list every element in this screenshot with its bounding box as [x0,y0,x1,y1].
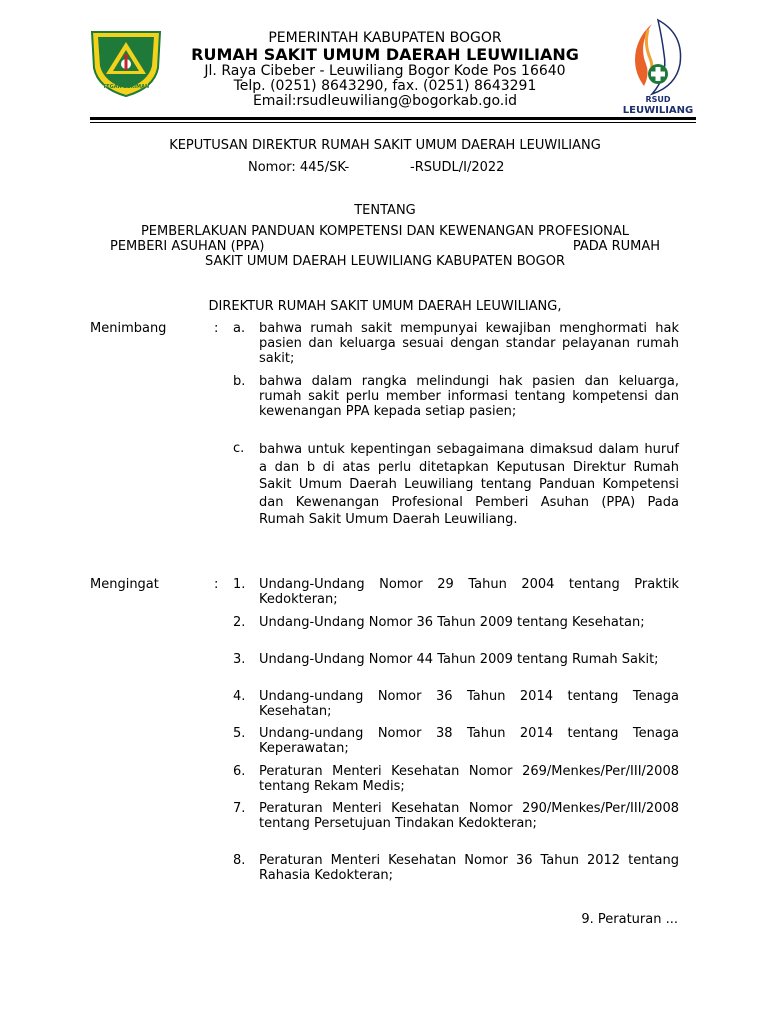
item-text: bahwa untuk kepentingan sebagaimana dimaksud dalam huruf a dan b di atas perlu ditetapkan Keputusan Direktur Rumah Sakit Umum Daerah Leuwiliang tentang Panduan Kompetensi dan Kewenangan Profesional Pemberi Asuhan (PPA) Pada Rumah Sakit Umum Daerah Leuwiliang. [259,442,679,527]
letterhead-rule-thick [90,117,696,120]
item-marker: 5. [233,726,246,741]
letterhead [170,30,600,109]
subject-line-3: SAKIT UMUM DAERAH LEUWILIANG KABUPATEN BOGOR [205,254,565,269]
item-marker: 3. [233,652,246,667]
item-text: Undang-Undang Nomor 36 Tahun 2009 tentang Kesehatan; [259,615,645,630]
item-marker: a. [233,321,246,336]
decision-number-suffix: -RSUDL/I/2022 [410,160,505,175]
subject-line-1: PEMBERLAKUAN PANDUAN KOMPETENSI DAN KEWENANGAN PROFESIONAL [140,224,630,239]
item-text: bahwa dalam rangka melindungi hak pasien dan keluarga, rumah sakit perlu member informasi tentang kompetensi dan kewenangan PPA kepada setiap pasien; [259,374,679,419]
menimbang-label: Menimbang [90,321,167,336]
government-name: PEMERINTAH KABUPATEN BOGOR [268,30,502,46]
item-text: Peraturan Menteri Kesehatan Nomor 269/Menkes/Per/III/2008 tentang Rekam Medis; [259,764,679,794]
item-marker: 6. [233,764,246,779]
logo-text-rsud: RSUD [645,95,671,104]
item-marker: b. [233,374,246,389]
item-text: Undang-undang Nomor 38 Tahun 2014 tentang Tenaga Keperawatan; [259,726,679,756]
decision-title: KEPUTUSAN DIREKTUR RUMAH SAKIT UMUM DAERAH LEUWILIANG [169,138,601,153]
hospital-phone: Telp. (0251) 8643290, fax. (0251) 8643291 [233,78,537,94]
subject-line-2b: PADA RUMAH [572,239,660,254]
decision-subject [100,224,670,269]
hospital-address: Jl. Raya Cibeber - Leuwiliang Bogor Kode Pos 16640 [204,63,566,79]
item-marker: 2. [233,615,246,630]
mengingat-colon: : [214,577,219,592]
item-text: Peraturan Menteri Kesehatan Nomor 36 Tahun 2012 tentang Rahasia Kedokteran; [259,853,679,883]
hospital-name: RUMAH SAKIT UMUM DAERAH LEUWILIANG [191,45,579,64]
tentang-heading: TENTANG [354,203,416,218]
item-marker: 1. [233,577,246,592]
item-marker: 4. [233,689,246,704]
subject-line-2a: PEMBERI ASUHAN (PPA) [110,239,265,254]
mengingat-label: Mengingat [90,577,159,592]
item-marker: 8. [233,853,246,868]
crest-motto: TEGAR BERIMAN [102,84,150,90]
director-heading: DIREKTUR RUMAH SAKIT UMUM DAERAH LEUWILIANG, [208,299,562,314]
item-text: Undang-Undang Nomor 29 Tahun 2004 tentang Praktik Kedokteran; [259,577,679,607]
item-text: Undang-undang Nomor 36 Tahun 2014 tentang Tenaga Kesehatan; [259,689,679,719]
item-marker: c. [233,441,245,456]
item-text: bahwa rumah sakit mempunyai kewajiban menghormati hak pasien dan keluarga sesuai dengan standar pelayanan rumah sakit; [259,321,679,366]
rsud-leuwiliang-logo-icon [618,14,698,118]
decision-number-prefix: Nomor: 445/SK- [248,160,350,175]
menimbang-colon: : [214,321,219,336]
logo-text-leuwiliang: LEUWILIANG [622,105,694,116]
letterhead-rule-thin [90,122,696,123]
item-text: Peraturan Menteri Kesehatan Nomor 290/Menkes/Per/III/2008 tentang Persetujuan Tindakan Kedokteran; [259,801,679,831]
page-continuation: 9. Peraturan ... [581,912,678,927]
item-marker: 7. [233,801,246,816]
hospital-email: Email:rsudleuwiliang@bogorkab.go.id [252,93,518,109]
item-text: Undang-Undang Nomor 44 Tahun 2009 tentang Rumah Sakit; [259,652,659,667]
